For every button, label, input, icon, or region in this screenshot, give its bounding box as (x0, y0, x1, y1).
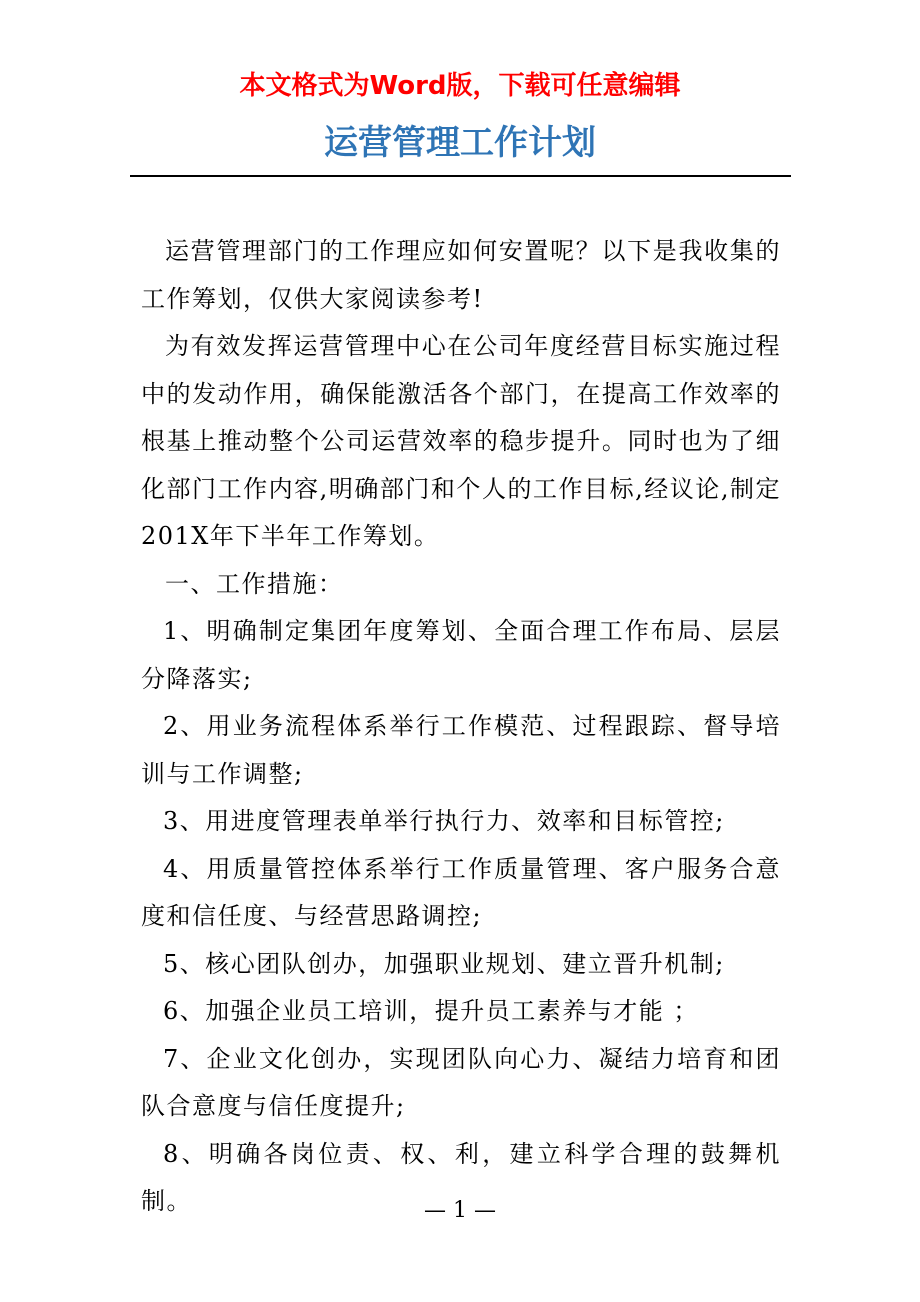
intro-paragraph: 运营管理部门的工作理应如何安置呢？以下是我收集的工作筹划，仅供大家阅读参考! (141, 237, 781, 313)
page-number: — 1 — (424, 1198, 496, 1223)
measure-item-5: 5、核心团队创办，加强职业规划、建立晋升机制; (163, 949, 725, 978)
format-notice-banner: 本文格式为Word版，下载可任意编辑 (239, 71, 681, 101)
measure-item-4: 4、用质量管控体系举行工作质量管理、客户服务合意度和信任度、与经营思路调控; (141, 854, 781, 930)
measure-item-1: 1、明确制定集团年度筹划、全面合理工作布局、层层分降落实; (141, 617, 781, 693)
measure-item-7: 7、企业文化创办，实现团队向心力、凝结力培育和团队合意度与信任度提升; (141, 1044, 781, 1120)
measure-item-6: 6、加强企业员工培训，提升员工素养与才能 ； (163, 997, 699, 1025)
measure-item-3: 3、用进度管理表单举行执行力、效率和目标管控; (163, 807, 725, 835)
document-body (141, 228, 781, 1226)
measure-item-8: 8、明确各岗位责、权、利，建立科学合理的鼓舞机制。 (141, 1139, 781, 1215)
document-title: 运营管理工作计划 (324, 123, 596, 163)
section-heading: 一、工作措施： (165, 569, 344, 598)
purpose-paragraph: 为有效发挥运营管理中心在公司年度经营目标实施过程中的发动作用，确保能激活各个部门，在提高工作效率的根基上推动整个公司运营效率的稳步提升。同时也为了细化部门工作内容,明确部门和个人的工作目标,经议论,制定201X年下半年工作筹划。 (141, 332, 781, 550)
measure-item-2: 2、用业务流程体系举行工作模范、过程跟踪、督导培训与工作调整; (141, 712, 781, 788)
title-divider (130, 175, 791, 177)
